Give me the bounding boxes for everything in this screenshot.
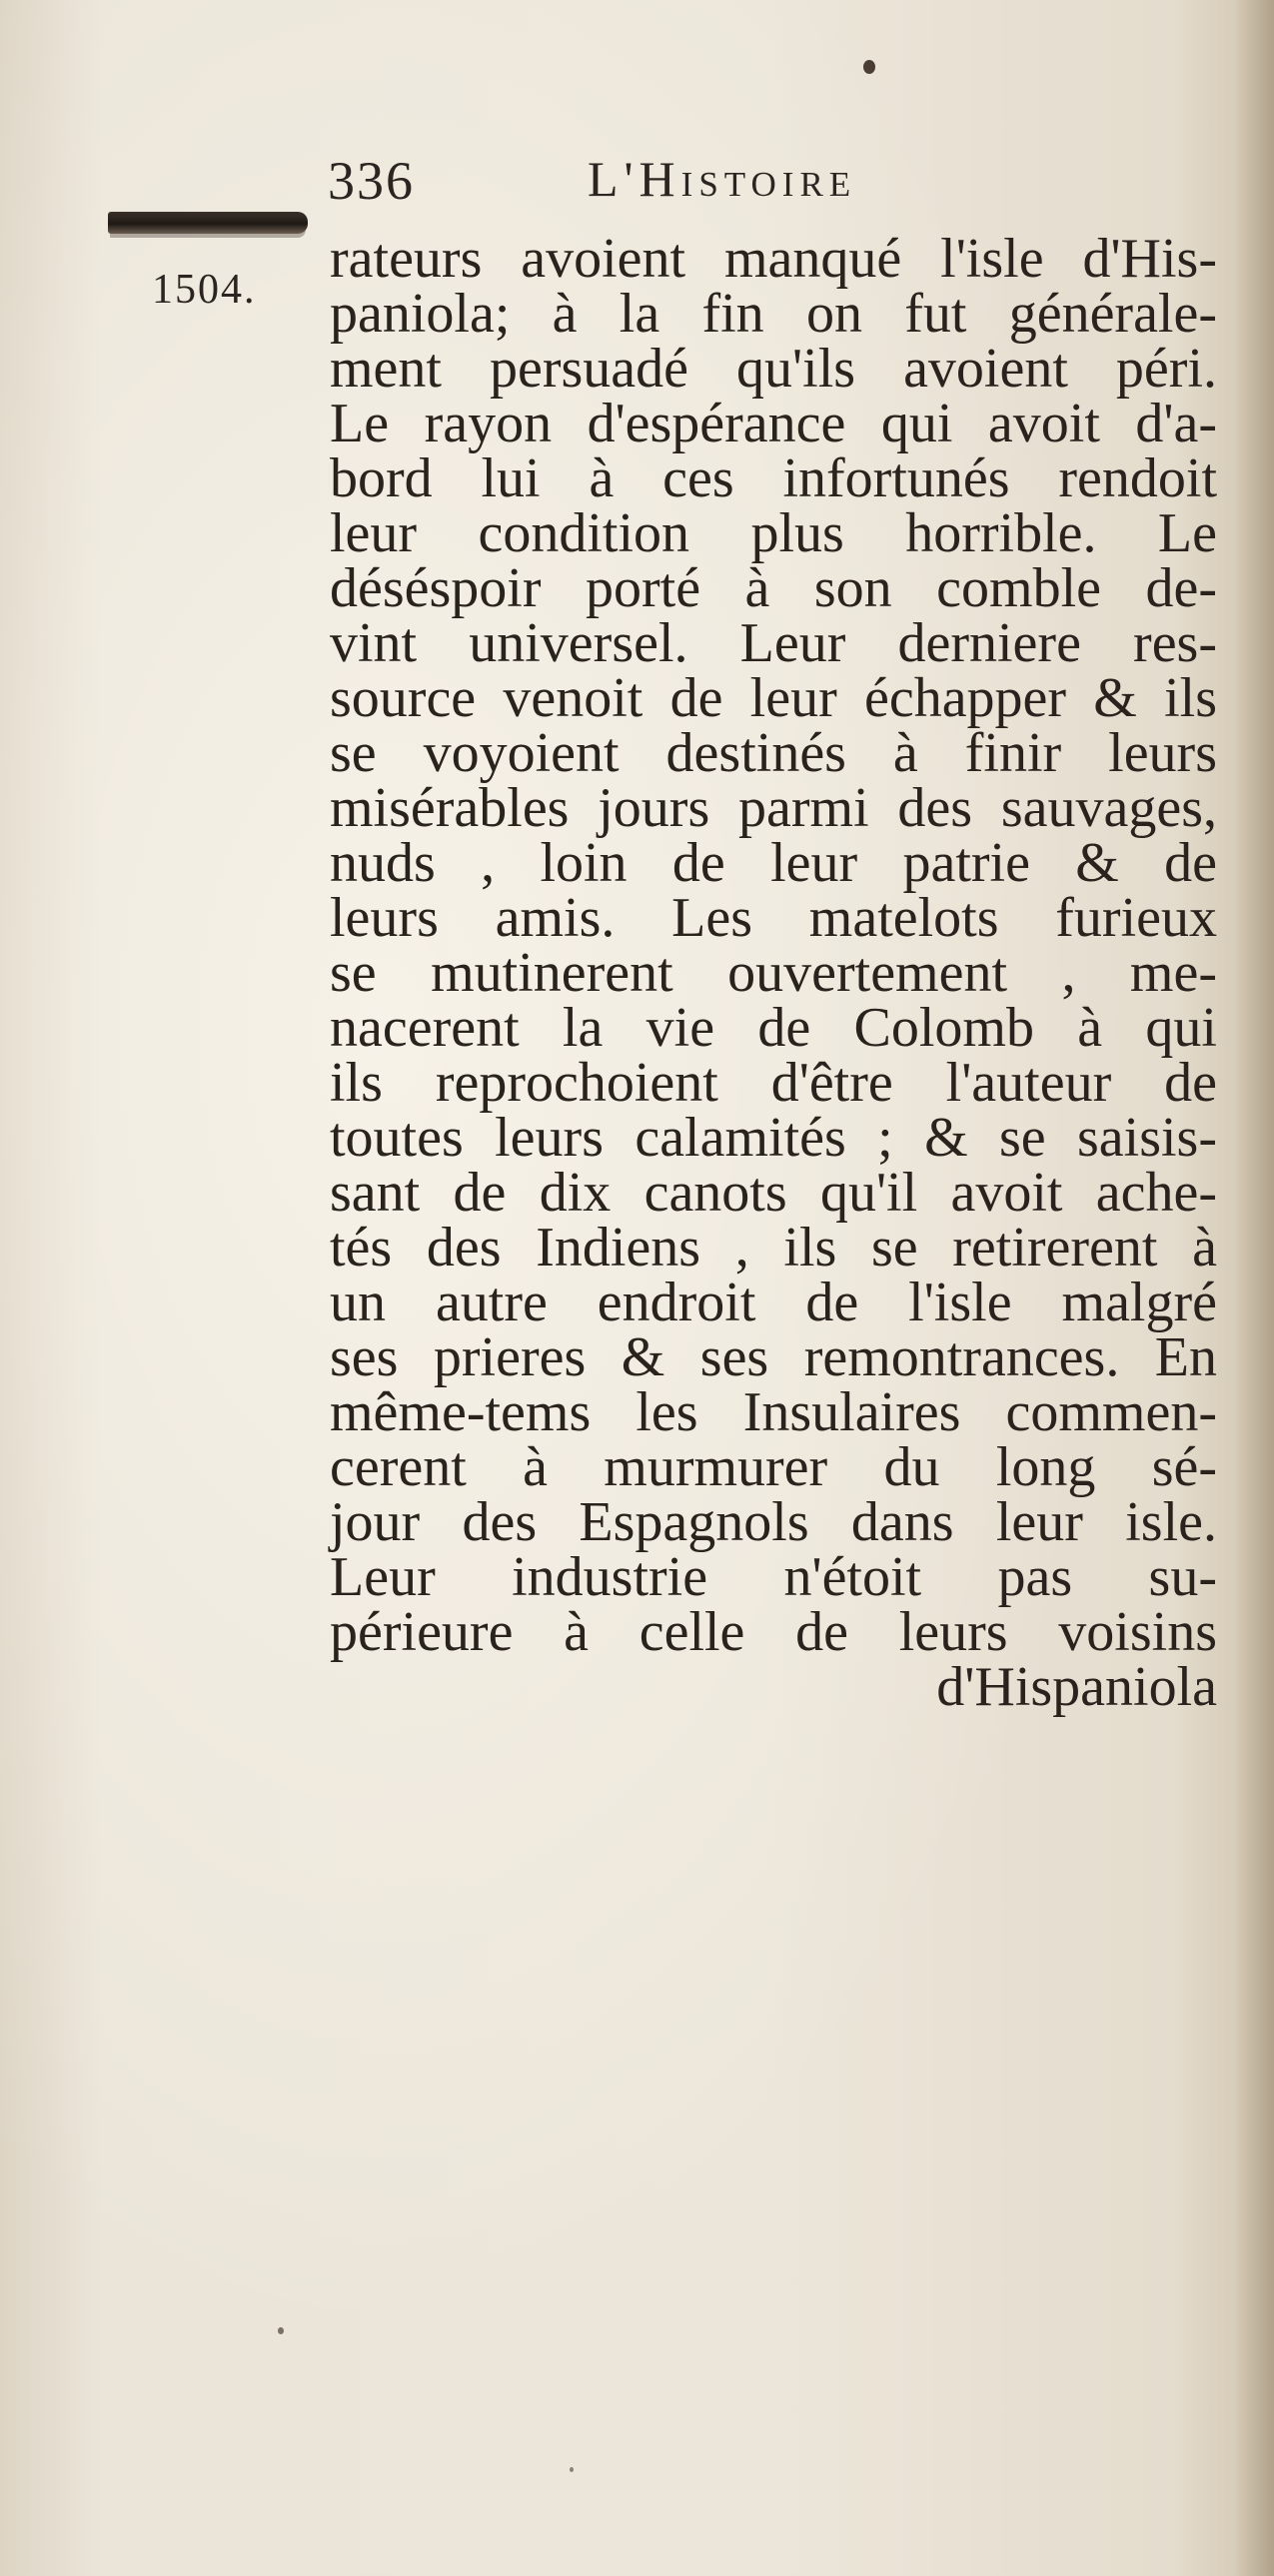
text-line: ils reprochoient d'être l'auteur de <box>330 1052 1217 1114</box>
text-line: toutes leurs calamités ; & se saisis- <box>330 1107 1217 1169</box>
text-line: périeure à celle de leurs voisins <box>330 1601 1217 1663</box>
ink-speck <box>570 2467 574 2472</box>
catchword-line: d'Hispaniola <box>936 1656 1217 1718</box>
text-line: un autre endroit de l'isle malgré <box>330 1272 1217 1333</box>
text-line: rateurs avoient manqué l'isle d'His- <box>330 228 1217 290</box>
text-line: jour des Espagnols dans leur isle. <box>330 1491 1217 1553</box>
ink-speck <box>863 60 875 74</box>
text-line: sant de dix canots qu'il avoit ache- <box>330 1162 1217 1224</box>
running-title: L'Histoire <box>588 151 857 207</box>
margin-year: 1504. <box>152 267 257 313</box>
text-line: cerent à murmurer du long sé- <box>330 1436 1217 1498</box>
text-line: source venoit de leur échapper & ils <box>330 667 1217 729</box>
text-line: ses prieres & ses remontrances. En <box>330 1326 1217 1388</box>
text-line: Le rayon d'espérance qui avoit d'a- <box>330 393 1217 454</box>
text-line: ment persuadé qu'ils avoient péri. <box>330 338 1217 400</box>
ink-speck <box>278 2327 284 2334</box>
text-line: misérables jours parmi des sauvages, <box>330 777 1217 839</box>
text-line: se mutinerent ouvertement , me- <box>330 942 1217 1004</box>
text-line: vint universel. Leur derniere res- <box>330 612 1217 674</box>
text-line: bord lui à ces infortunés rendoit <box>330 447 1217 509</box>
ornamental-rule <box>108 212 308 234</box>
text-line: paniola; à la fin on fut générale- <box>330 283 1217 345</box>
text-line: se voyoient destinés à finir leurs <box>330 722 1217 784</box>
page-number: 336 <box>328 151 415 211</box>
text-line: déséspoir porté à son comble de- <box>330 557 1217 619</box>
gutter-shadow <box>1234 0 1274 2576</box>
text-line: nuds , loin de leur patrie & de <box>330 832 1217 894</box>
text-line: leurs amis. Les matelots furieux <box>330 887 1217 949</box>
text-line: même-tems les Insulaires commen- <box>330 1381 1217 1443</box>
text-line: nacerent la vie de Colomb à qui <box>330 997 1217 1059</box>
text-line: tés des Indiens , ils se retirerent à <box>330 1217 1217 1279</box>
body-text <box>330 228 1217 1718</box>
text-line: Leur industrie n'étoit pas su- <box>330 1546 1217 1608</box>
text-line: leur condition plus horrible. Le <box>330 502 1217 564</box>
